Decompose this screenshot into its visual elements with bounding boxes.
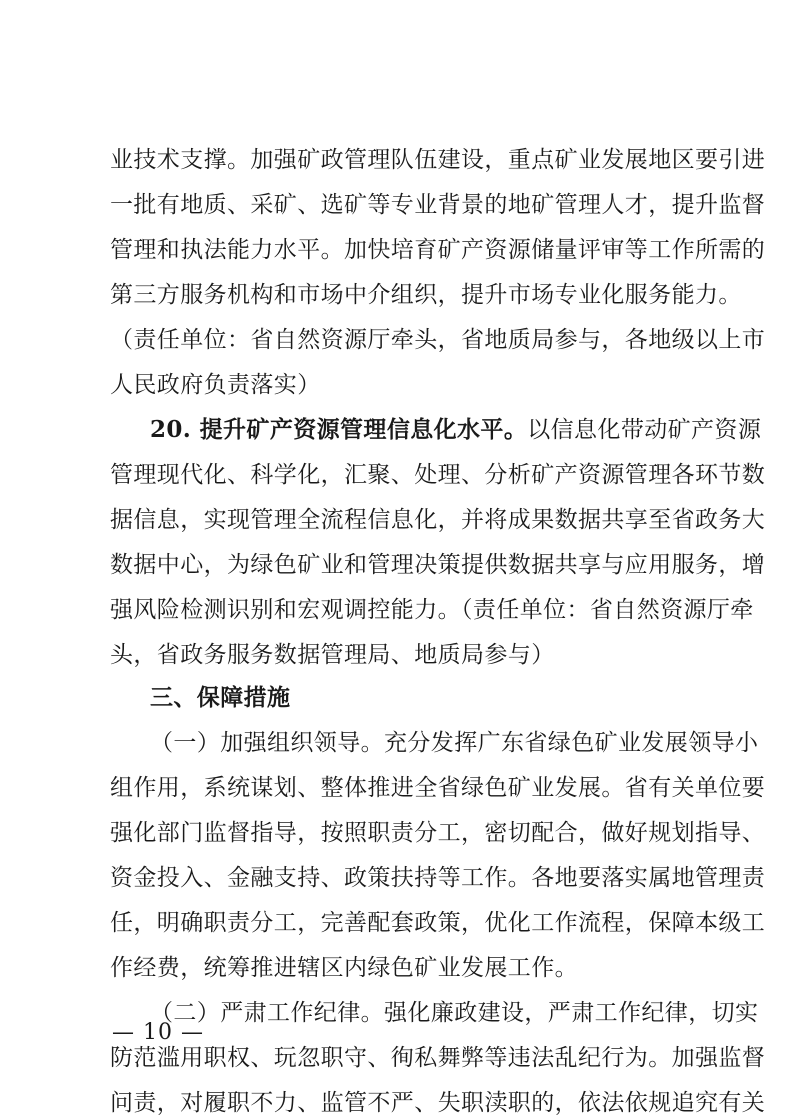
- measure-1-title: （一）加强组织领导。: [150, 730, 384, 756]
- paragraph-line: 组作用，系统谋划、整体推进全省绿色矿业发展。省有关单位要: [110, 775, 766, 801]
- item-20-title: 20. 提升矿产资源管理信息化水平。: [150, 416, 528, 443]
- paragraph-line: 管理现代化、科学化，汇聚、处理、分析矿产资源管理各环节数: [110, 462, 766, 488]
- item-20-first-line: [150, 415, 762, 445]
- item-20-text: 以信息化带动矿产资源: [527, 417, 762, 443]
- paragraph-line: 一批有地质、采矿、选矿等专业背景的地矿管理人才，提升监督: [110, 192, 766, 218]
- paragraph-line: 数据中心，为绿色矿业和管理决策提供数据共享与应用服务，增: [110, 552, 766, 578]
- measure-2-first-line: [150, 998, 759, 1028]
- paragraph-line: 问责，对履职不力、监管不严、失职渎职的，依法依规追究有关: [110, 1090, 766, 1116]
- paragraph-line: 作经费，统筹推进辖区内绿色矿业发展工作。: [110, 955, 578, 981]
- paragraph-line: 人民政府负责落实）: [110, 372, 321, 398]
- paragraph-line: 头，省政务服务数据管理局、地质局参与）: [110, 642, 555, 668]
- measure-1-text: 充分发挥广东省绿色矿业发展领导小: [384, 730, 759, 756]
- measure-1-first-line: [150, 728, 759, 758]
- paragraph-line: 第三方服务机构和市场中介组织，提升市场专业化服务能力。: [110, 282, 742, 308]
- measure-2-title: （二）严肃工作纪律。: [150, 1000, 384, 1026]
- paragraph-line: 据信息，实现管理全流程信息化，并将成果数据共享至省政务大: [110, 507, 766, 533]
- paragraph-line: 强风险检测识别和宏观调控能力。（责任单位：省自然资源厅牵: [110, 597, 754, 623]
- paragraph-line: 防范滥用职权、玩忽职守、徇私舞弊等违法乱纪行为。加强监督: [110, 1045, 766, 1071]
- measure-2-text: 强化廉政建设，严肃工作纪律，切实: [384, 1000, 759, 1026]
- paragraph-line: 资金投入、金融支持、政策扶持等工作。各地要落实属地管理责: [110, 865, 766, 891]
- section-heading: 三、保障措施: [150, 685, 291, 711]
- paragraph-line: 业技术支撑。加强矿政管理队伍建设，重点矿业发展地区要引进: [110, 147, 766, 173]
- paragraph-line: 强化部门监督指导，按照职责分工，密切配合，做好规划指导、: [110, 820, 766, 846]
- paragraph-line: 管理和执法能力水平。加快培育矿产资源储量评审等工作所需的: [110, 237, 766, 263]
- paragraph-line: 任，明确职责分工，完善配套政策，优化工作流程，保障本级工: [110, 910, 766, 936]
- page-number: — 10 —: [112, 1020, 204, 1045]
- paragraph-line: （责任单位：省自然资源厅牵头，省地质局参与，各地级以上市: [110, 327, 766, 353]
